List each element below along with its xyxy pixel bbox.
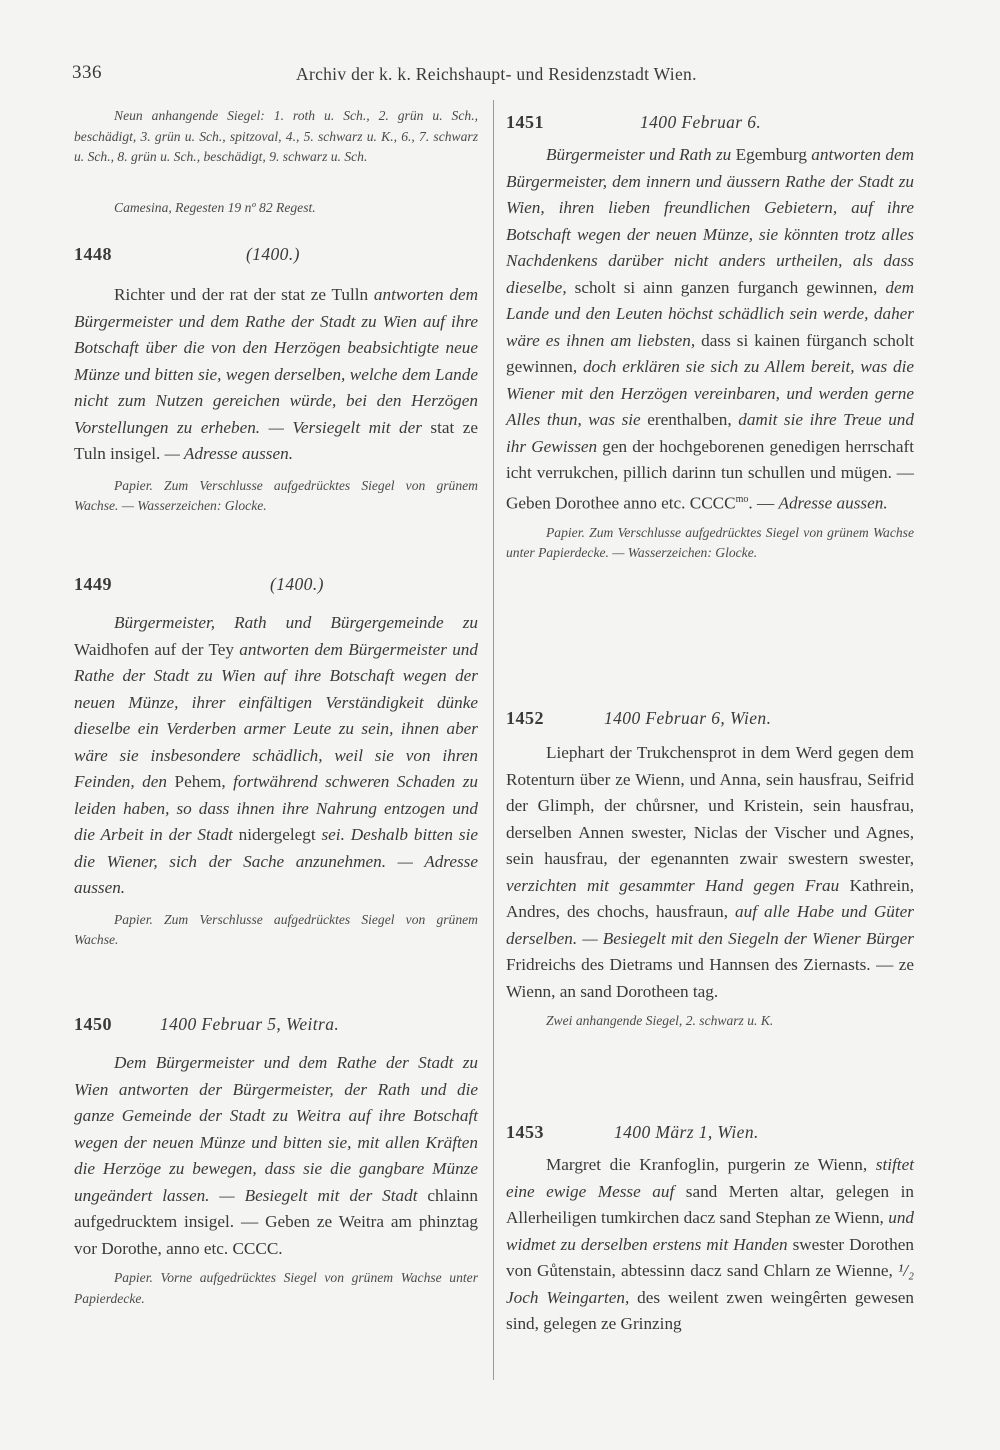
entry-1449 [74, 574, 478, 951]
entry-number: 1451 [506, 112, 544, 132]
entry-heading [506, 1122, 914, 1152]
body-text: sei. Deshalb bitten sie die Wiener, sich der Sache anzunehmen. — Adresse aussen. [74, 825, 478, 897]
body-text: Pehem, [174, 772, 226, 791]
entry-number: 1450 [74, 1014, 112, 1034]
entry-note: Papier. Zum Verschlusse aufgedrücktes Siegel von grünem Wachse unter Papierdecke. — Wasserzeichen: Glocke. [506, 524, 914, 561]
body-text: Fridreichs des Dietrams und Hannsen des Ziernasts. — ze Wienn, an sand Dorotheen tag. [506, 955, 914, 1001]
body-text: und widmet zu derselben erstens mit Handen [506, 1208, 914, 1254]
body-text: des weilent zwen weingêrten gewesen sind, gelegen ze Grinzing [506, 1287, 914, 1333]
entry-date: 1400 Februar 6, Wien. [604, 708, 772, 728]
entry-heading [506, 112, 914, 142]
body-text: swester Dorothen von Gůtenstain, abtessinn dacz sand Chlarn ze Wienne, [506, 1234, 915, 1280]
body-text: Egemburg [735, 145, 807, 164]
body-text: Margret die Kranfoglin, purgerin ze Wienn, [546, 1155, 876, 1174]
entry-heading [74, 1014, 478, 1044]
body-text: ¹/₂ Joch Weingarten, [506, 1261, 914, 1307]
body-text: auf alle Habe und Güter derselben. — Besiegelt mit den Siegeln der Wiener Bürger [506, 902, 914, 948]
entry-1450 [74, 1014, 478, 1309]
body-text: chlainn aufgedrucktem insigel. — Geben ze Weitra am phinztag vor Dorothe, anno etc. CCCC. [74, 1185, 478, 1258]
body-text: Bürgermeister, Rath und Bürgergemeinde zu [114, 613, 478, 632]
entry-note: Papier. Vorne aufgedrücktes Siegel von grünem Wachse unter Papierdecke. [74, 1270, 478, 1306]
body-text: — Adresse aussen. [160, 444, 294, 463]
entry-date: 1400 März 1, Wien. [614, 1122, 759, 1142]
body-text: Richter und der rat der stat ze Tulln [114, 285, 369, 304]
superscript: mo [735, 493, 749, 505]
entry-heading [74, 574, 478, 604]
body-text: nidergelegt [238, 825, 316, 844]
entry-body [74, 282, 478, 468]
body-text: erenthalben, [647, 410, 732, 429]
body-text: Dem Bürgermeister und dem Rathe der Stadt zu Wien antworten der Bürgermeister, der Rath und die ganze Gemeinde der Stadt zu Weitra auf ihre Botschaft wegen der neuen Münze und bitten sie, mit allen Kräften die Herzöge zu bewegen, dass sie die gangbare Münze ungeändert lassen. — Besiegelt mit der Stadt [74, 1053, 478, 1205]
entry-heading [74, 244, 478, 274]
entry-date: (1400.) [270, 574, 324, 594]
entry-1451 [506, 112, 914, 564]
entry-note: Papier. Zum Verschlusse aufgedrücktes Siegel von grünem Wachse. — Wasserzeichen: Glocke. [74, 477, 478, 513]
entry-number: 1449 [74, 574, 112, 594]
body-text: antworten dem Bürgermeister und Rathe der Stadt zu Wien auf ihre Botschaft wegen der neuen Münze, ihrer einfältigen Verständigkeit dünke dieselbe ein Verderben armer Leute zu sein, ihnen aber wäre sie insbesondere schädlich, weil sie von ihren Feinden, den [74, 639, 478, 791]
column-divider [493, 100, 494, 1380]
body-text: verzichten mit gesammter Hand gegen Frau [506, 875, 840, 895]
body-text: fortwährend schweren Schaden zu leiden haben, so dass ihnen ihre Nahrung entzogen und die Arbeit in der Stadt [74, 772, 478, 844]
entry-body [506, 740, 914, 1005]
entry-note: Papier. Zum Verschlusse aufgedrücktes Siegel von grünem Wachse. [74, 911, 478, 947]
body-text: . — [748, 493, 779, 513]
body-text: Adresse aussen. [778, 493, 888, 513]
body-text: Bürgermeister und Rath zu [546, 145, 736, 164]
body-text: scholt si ainn ganzen furganch gewinnen, [574, 277, 878, 297]
page-number: 336 [72, 62, 102, 83]
body-text: stiftet eine ewige Messe auf [506, 1155, 914, 1201]
body-text: sand Merten altar, gelegen in Allerheiligen tumkirchen dacz sand Stephan ze Wienn, [506, 1181, 914, 1227]
entry-1452 [506, 708, 914, 1032]
seal-note: Neun anhangende Siegel: 1. roth u. Sch., 2. grün u. Sch., beschädigt, 3. grün u. Sch., spitzoval, 4., 5. schwarz u. K., 6., 7. schwarz u. Sch., 8. grün u. Sch., beschädigt, 9. schwarz u. Sch. [74, 108, 478, 164]
source-note: Camesina, Regesten 19 nº 82 Regest. [114, 200, 316, 215]
body-text: antworten dem Bürgermeister, dem innern und äussern Rathe der Stadt zu Wien, ihren lieben freundlichen Gebietern, auf ihre Botschaft wegen der neuen Münze, sie könnten trotz alles Nachdenkens darüber nicht anders urtheilen, als dass dieselbe, [506, 145, 914, 297]
entry-number: 1452 [506, 708, 544, 728]
body-text: gen der hochgeborenen genedigen herrschaft icht verrukchen, pillich darinn tun schullen und mügen. — Geben Dorothee anno etc. CCCC [506, 436, 914, 513]
entry-body [506, 1152, 914, 1338]
entry-note: Zwei anhangende Siegel, 2. schwarz u. K. [546, 1013, 774, 1028]
entry-heading [506, 708, 914, 738]
body-text: dem Lande und den Leuten höchst schädlich sein werde, daher wäre es ihnen am liebsten, [506, 277, 914, 350]
entry-body [74, 1050, 478, 1262]
body-text: damit sie ihre Treue und ihr Gewissen [506, 410, 914, 456]
entry-date: 1400 Februar 5, Weitra. [160, 1014, 340, 1034]
page-header [72, 62, 912, 92]
entry-date: 1400 Februar 6. [640, 112, 762, 132]
entry-number: 1453 [506, 1122, 544, 1142]
entry-body [74, 610, 478, 902]
entry-number: 1448 [74, 244, 112, 264]
body-text: Liephart der Trukchensprot in dem Werd gegen dem Rotenturn über ze Wienn, und Anna, sein hausfrau, Seifrid der Glimph, der chůrsner, und Kristein, sein hausfrau, derselben Annen swester, Niclas der Vischer und Agnes, sein hausfrau, der egenannten zwair swestern swester, [506, 743, 914, 868]
body-text: doch erklären sie sich zu Allem bereit, was die Wiener mit den Herzögen vereinbaren, und werden gerne Alles thun, was sie [506, 357, 914, 429]
entry-1453 [506, 1122, 914, 1338]
running-title: Archiv der k. k. Reichshaupt- und Residenzstadt Wien. [296, 64, 697, 84]
entry-1448 [74, 244, 478, 517]
body-text: dass si kainen fürganch scholt gewinnen, [506, 330, 914, 376]
entry-date: (1400.) [246, 244, 300, 264]
body-text: antworten dem Bürgermeister und dem Rathe der Stadt zu Wien auf ihre Botschaft über die von den Herzögen beabsichtigte neue Münze und bitten sie, wegen derselben, welche dem Lande nicht zum Nutzen gereichen würde, bei den Herzögen Vorstellungen zu erheben. — Versiegelt mit der [74, 285, 478, 437]
body-text: stat ze Tuln insigel. [74, 417, 478, 463]
body-text: Waidhofen auf der Tey [74, 639, 234, 659]
entry-body [506, 142, 914, 517]
body-text: Kathrein, Andres, des chochs, hausfraun, [506, 875, 915, 921]
